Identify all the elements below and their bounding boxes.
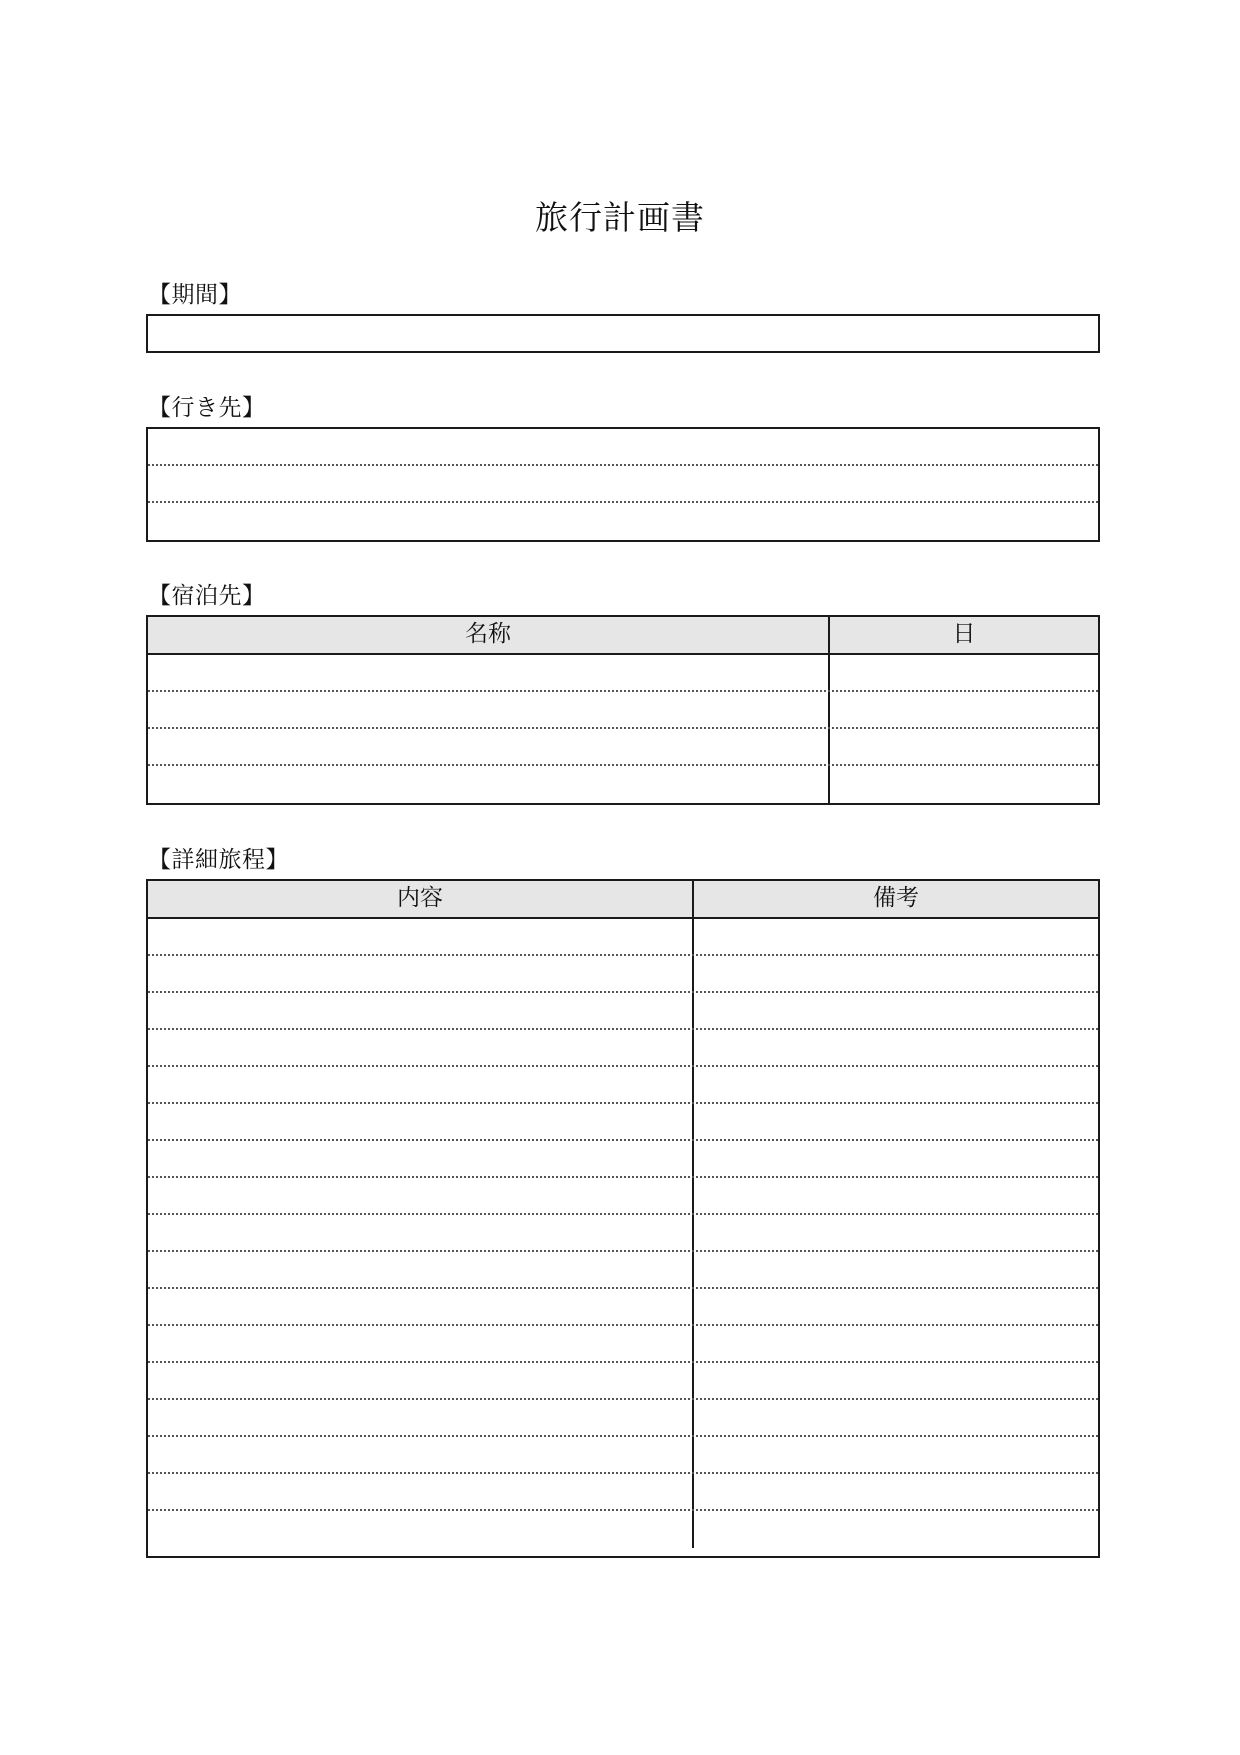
lodging-row bbox=[148, 655, 1098, 692]
itinerary-row bbox=[148, 1030, 1098, 1067]
lodging-name-cell[interactable] bbox=[148, 729, 830, 764]
itinerary-note-cell[interactable] bbox=[694, 1178, 1098, 1213]
itinerary-row bbox=[148, 919, 1098, 956]
lodging-name-cell[interactable] bbox=[148, 766, 830, 803]
itinerary-row bbox=[148, 1178, 1098, 1215]
itinerary-content-cell[interactable] bbox=[148, 919, 694, 954]
itinerary-row bbox=[148, 1437, 1098, 1474]
itinerary-row bbox=[148, 993, 1098, 1030]
itinerary-note-cell[interactable] bbox=[694, 919, 1098, 954]
lodging-day-cell[interactable] bbox=[830, 655, 1098, 690]
itinerary-note-cell[interactable] bbox=[694, 1511, 1098, 1548]
itinerary-note-cell[interactable] bbox=[694, 1030, 1098, 1065]
lodging-name-cell[interactable] bbox=[148, 692, 830, 727]
itinerary-content-cell[interactable] bbox=[148, 956, 694, 991]
itinerary-row bbox=[148, 1326, 1098, 1363]
lodging-day-cell[interactable] bbox=[830, 692, 1098, 727]
itinerary-row bbox=[148, 1289, 1098, 1326]
destination-row bbox=[148, 503, 1098, 540]
period-field[interactable] bbox=[146, 314, 1100, 353]
itinerary-content-cell[interactable] bbox=[148, 1363, 694, 1398]
itinerary-row bbox=[148, 1215, 1098, 1252]
itinerary-content-cell[interactable] bbox=[148, 1104, 694, 1139]
itinerary-row bbox=[148, 956, 1098, 993]
itinerary-content-cell[interactable] bbox=[148, 1215, 694, 1250]
period-label: 【期間】 bbox=[148, 282, 242, 308]
itinerary-content-cell[interactable] bbox=[148, 1511, 694, 1548]
itinerary-note-cell[interactable] bbox=[694, 1326, 1098, 1361]
itinerary-note-cell[interactable] bbox=[694, 1289, 1098, 1324]
lodging-table bbox=[146, 615, 1100, 805]
itinerary-row bbox=[148, 1252, 1098, 1289]
document-title: 旅行計画書 bbox=[535, 198, 705, 237]
lodging-row bbox=[148, 766, 1098, 803]
lodging-header-name: 名称 bbox=[148, 617, 830, 653]
itinerary-content-cell[interactable] bbox=[148, 1326, 694, 1361]
itinerary-content-cell[interactable] bbox=[148, 1141, 694, 1176]
itinerary-note-cell[interactable] bbox=[694, 1252, 1098, 1287]
destination-label: 【行き先】 bbox=[148, 395, 266, 421]
itinerary-table bbox=[146, 879, 1100, 1558]
itinerary-label: 【詳細旅程】 bbox=[148, 847, 289, 873]
itinerary-row bbox=[148, 1067, 1098, 1104]
itinerary-note-cell[interactable] bbox=[694, 993, 1098, 1028]
lodging-row bbox=[148, 729, 1098, 766]
destination-field[interactable] bbox=[146, 427, 1100, 542]
destination-row bbox=[148, 466, 1098, 503]
itinerary-row bbox=[148, 1474, 1098, 1511]
lodging-row bbox=[148, 692, 1098, 729]
itinerary-content-cell[interactable] bbox=[148, 1252, 694, 1287]
lodging-name-cell[interactable] bbox=[148, 655, 830, 690]
itinerary-note-cell[interactable] bbox=[694, 1067, 1098, 1102]
itinerary-note-cell[interactable] bbox=[694, 956, 1098, 991]
itinerary-row bbox=[148, 1400, 1098, 1437]
itinerary-content-cell[interactable] bbox=[148, 1178, 694, 1213]
destination-row-cell[interactable] bbox=[148, 429, 1098, 464]
itinerary-content-cell[interactable] bbox=[148, 1437, 694, 1472]
itinerary-note-cell[interactable] bbox=[694, 1215, 1098, 1250]
lodging-day-cell[interactable] bbox=[830, 766, 1098, 803]
lodging-day-cell[interactable] bbox=[830, 729, 1098, 764]
lodging-header-day: 日 bbox=[952, 621, 976, 647]
itinerary-note-cell[interactable] bbox=[694, 1141, 1098, 1176]
itinerary-note-cell[interactable] bbox=[694, 1474, 1098, 1509]
itinerary-header-row bbox=[148, 881, 1098, 919]
destination-row-cell[interactable] bbox=[148, 503, 1098, 540]
itinerary-note-cell[interactable] bbox=[694, 1363, 1098, 1398]
itinerary-note-cell[interactable] bbox=[694, 1400, 1098, 1435]
itinerary-header-content: 内容 bbox=[148, 881, 694, 917]
period-row-cell[interactable] bbox=[148, 316, 1098, 353]
itinerary-row bbox=[148, 1104, 1098, 1141]
itinerary-content-cell[interactable] bbox=[148, 1067, 694, 1102]
itinerary-content-cell[interactable] bbox=[148, 1474, 694, 1509]
itinerary-header-note: 備考 bbox=[873, 885, 919, 911]
itinerary-row bbox=[148, 1511, 1098, 1548]
itinerary-note-cell[interactable] bbox=[694, 1437, 1098, 1472]
period-row bbox=[148, 316, 1098, 353]
destination-row bbox=[148, 429, 1098, 466]
itinerary-content-cell[interactable] bbox=[148, 1289, 694, 1324]
lodging-label: 【宿泊先】 bbox=[148, 583, 266, 609]
lodging-header-row bbox=[148, 617, 1098, 655]
itinerary-row bbox=[148, 1141, 1098, 1178]
itinerary-row bbox=[148, 1363, 1098, 1400]
itinerary-note-cell[interactable] bbox=[694, 1104, 1098, 1139]
destination-row-cell[interactable] bbox=[148, 466, 1098, 501]
itinerary-content-cell[interactable] bbox=[148, 993, 694, 1028]
itinerary-content-cell[interactable] bbox=[148, 1030, 694, 1065]
itinerary-content-cell[interactable] bbox=[148, 1400, 694, 1435]
